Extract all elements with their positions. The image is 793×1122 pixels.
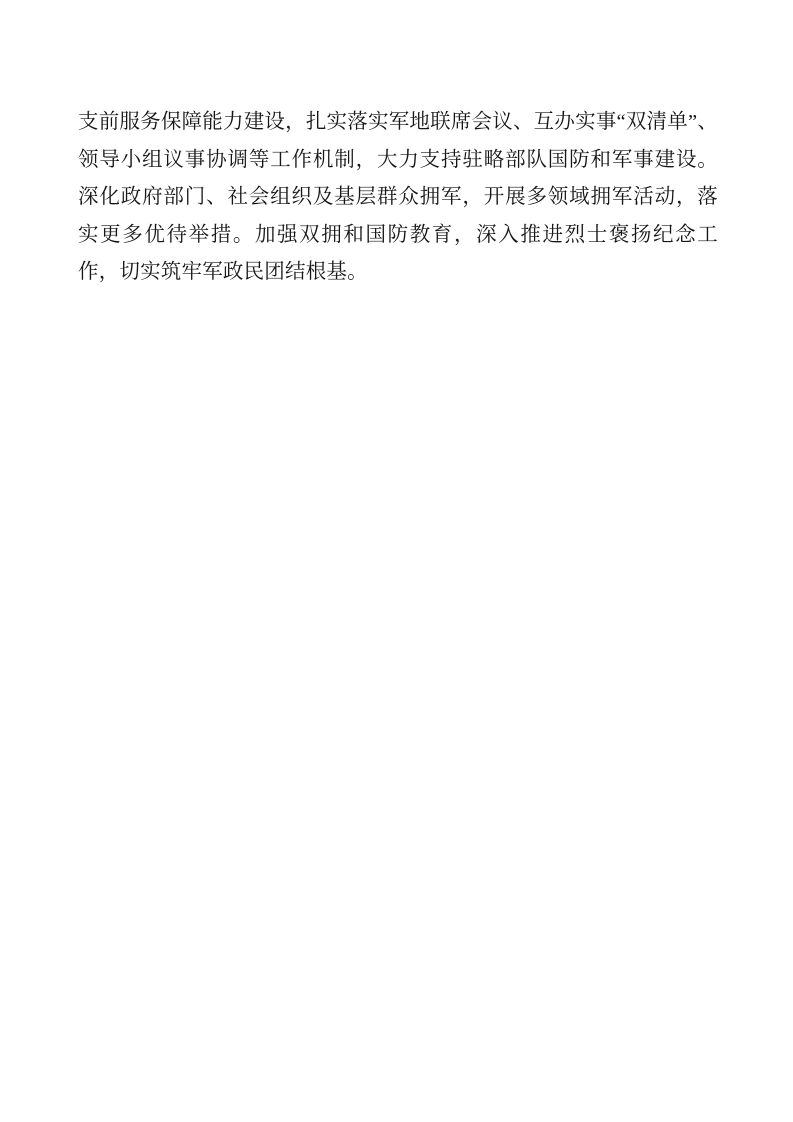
page-body — [78, 104, 718, 292]
body-paragraph: 支前服务保障能力建设，扎实落实军地联席会议、互办实事“双清单”、领导小组议事协调等工作机制，大力支持驻略部队国防和军事建设。深化政府部门、社会组织及基层群众拥军，开展多领域拥军活动，落实更多优待举措。加强双拥和国防教育，深入推进烈士褒扬纪念工作，切实筑牢军政民团结根基。 — [78, 111, 718, 283]
